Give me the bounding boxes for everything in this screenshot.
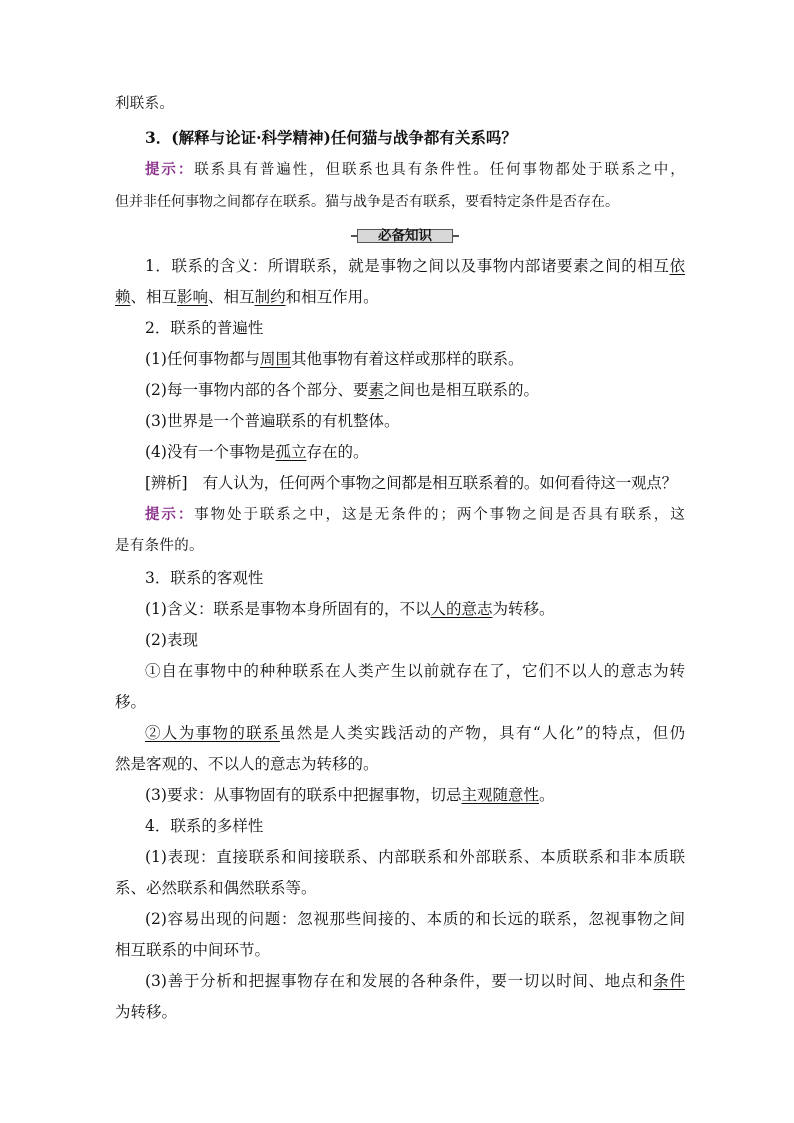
s1-cont: 赖、相互影响、相互制约和相互作用。 — [115, 288, 379, 306]
s2-p1: (1)任何事物都与周围其他事物有着这样或那样的联系。 — [145, 350, 524, 368]
s2-p2: (2)每一事物内部的各个部分、要素之间也是相互联系的。 — [145, 381, 539, 399]
s3-p1: (1)含义：联系是事物本身所固有的，不以人的意志为转移。 — [145, 600, 555, 618]
hint-1-cont: 但并非任何事物之间都存在联系。猫与战争是否有联系，要看特定条件是否存在。 — [115, 194, 619, 210]
hint-label: 提示： — [145, 507, 195, 523]
s4-head: 4．联系的多样性 — [145, 817, 264, 835]
s3-c1: ①自在事物中的种种联系在人类产生以前就存在了，它们不以人的意志为转 — [145, 662, 685, 680]
s2-analysis: [辨析] 有人认为，任何两个事物之间都是相互联系着的。如何看待这一观点？ — [145, 474, 677, 492]
continued-line: 利联系。 — [115, 96, 175, 112]
s2-p4: (4)没有一个事物是孤立存在的。 — [145, 443, 369, 461]
s4-p2: (2)容易出现的问题：忽视那些间接的、本质的和长远的联系，忽视事物之间 — [145, 910, 685, 928]
s3-p3: (3)要求：从事物固有的联系中把握事物，切忌主观随意性。 — [145, 786, 555, 804]
s3-c2-cont: 然是客观的、不以人的意志为转移的。 — [115, 755, 379, 773]
s4-p3: (3)善于分析和把握事物存在和发展的各种条件，要一切以时间、地点和条件 — [145, 972, 685, 990]
s2-head: 2．联系的普遍性 — [145, 319, 264, 337]
s3-head: 3．联系的客观性 — [145, 569, 264, 587]
hint-label: 提示： — [145, 162, 195, 178]
s1-head: 1．联系的含义：所谓联系，就是事物之间以及事物内部诸要素之间的相互依 — [145, 257, 685, 275]
question-3: 3．(解释与论证·科学精神)任何猫与战争都有关系吗？ — [145, 128, 517, 147]
s4-p1: (1)表现：直接联系和间接联系、内部联系和外部联系、本质联系和非本质联 — [145, 848, 685, 866]
section-banner — [357, 226, 453, 246]
s3-p2: (2)表现 — [145, 631, 198, 649]
s4-p3-cont: 为转移。 — [115, 1003, 178, 1021]
s2-hint: 提示：事物处于联系之中，这是无条件的；两个事物之间是否具有联系，这 — [145, 507, 686, 523]
s3-c2: ②人为事物的联系虽然是人类实践活动的产物，具有“人化”的特点，但仍 — [145, 724, 685, 742]
s4-p2-cont: 相互联系的中间环节。 — [115, 941, 271, 959]
hint-1: 提示：联系具有普遍性，但联系也具有条件性。任何事物都处于联系之中， — [145, 162, 686, 178]
section-banner-label: 必备知识 — [378, 228, 432, 244]
s4-p1-cont: 系、必然联系和偶然联系等。 — [115, 879, 317, 897]
s2-hint-cont: 是有条件的。 — [115, 538, 204, 554]
s3-c1-cont: 移。 — [115, 693, 147, 711]
s2-p3: (3)世界是一个普遍联系的有机整体。 — [145, 412, 400, 430]
